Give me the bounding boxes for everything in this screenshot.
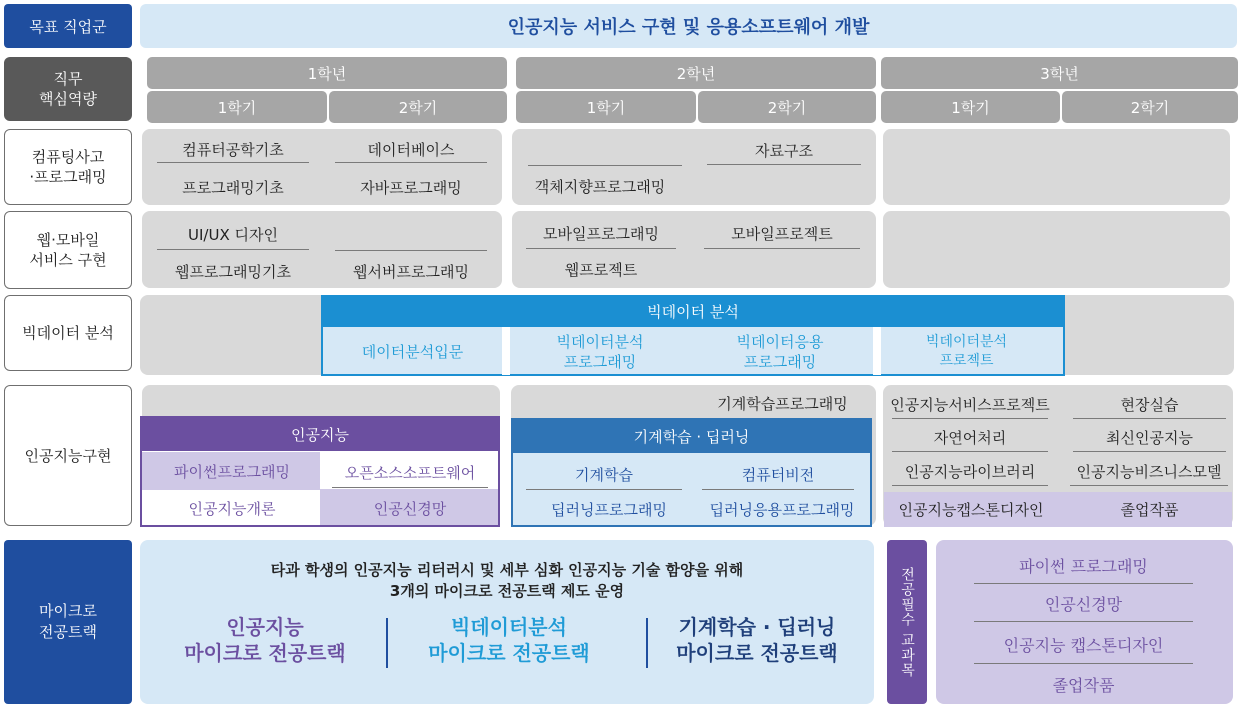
- course-computer-eng-basics: [157, 137, 309, 163]
- course-web-server-programming: [335, 259, 487, 283]
- course-ai-library: [892, 457, 1048, 486]
- row-label-micro-line2: 전공트랙: [39, 623, 97, 641]
- course-dl-programming: [526, 496, 692, 522]
- course-mobile-project: [704, 218, 860, 249]
- semester-y2s1: [516, 91, 696, 123]
- course-computer-eng-basics-text: 컴퓨터공학기초: [182, 141, 284, 159]
- semester-y3s2: [1062, 91, 1238, 123]
- row-label-ai: [4, 385, 132, 526]
- computing-y2s1-divider: [528, 165, 682, 166]
- semester-y3s1-text: 1학기: [951, 98, 990, 117]
- required-ai-capstone: [974, 626, 1193, 664]
- web-y1s2-divider: [335, 250, 487, 251]
- course-ai-capstone-design: [890, 496, 1052, 522]
- target-job-label: [4, 4, 132, 48]
- course-web-project-text: 웹프로젝트: [564, 260, 638, 279]
- course-oop: [528, 174, 672, 198]
- course-ai-business-model-text: 인공지능비즈니스모델: [1076, 462, 1222, 481]
- course-ai-intro: [150, 495, 314, 521]
- micro-track-bigdata-line2: 마이크로 전공트랙: [428, 641, 590, 665]
- row-label-web-line2: 서비스 구현: [29, 251, 107, 269]
- course-computer-vision-text: 컴퓨터비전: [741, 466, 815, 484]
- row-label-computing-line1: 컴퓨팅사고: [31, 148, 105, 166]
- row-label-micro: [4, 540, 132, 704]
- required-neural-networks: [974, 586, 1193, 622]
- course-bigdata-project-line1: 빅데이터분석: [925, 334, 1008, 350]
- course-uiux-design-text: UI/UX 디자인: [188, 226, 278, 244]
- bigdata-gap-1: [502, 327, 510, 375]
- micro-track-ai-line2: 마이크로 전공트랙: [184, 641, 346, 665]
- micro-desc-line2: [140, 579, 874, 601]
- row-label-web: [4, 211, 132, 289]
- course-nlp: [892, 423, 1048, 452]
- micro-track-bigdata-line1: 빅데이터분석: [451, 615, 567, 639]
- course-field-practice: [1073, 390, 1226, 419]
- semester-y2s1-text: 1학기: [586, 98, 626, 117]
- course-ml-programming: [705, 390, 860, 416]
- semester-y1s1-text: 1학기: [217, 98, 257, 117]
- course-bigdata-application-programming: [695, 331, 865, 373]
- semester-y1s2: [329, 91, 507, 123]
- course-python-programming-text: 파이썬프로그래밍: [174, 462, 290, 481]
- row-label-ai-text: 인공지능구현: [24, 446, 112, 465]
- micro-desc-line1: [140, 558, 874, 580]
- course-mobile-project-text: 모바일프로젝트: [731, 224, 833, 243]
- course-web-programming-basics-text: 웹프로그래밍기초: [175, 262, 291, 281]
- course-web-server-programming-text: 웹서버프로그래밍: [353, 262, 469, 281]
- course-java-programming: [335, 175, 487, 199]
- row-label-computing-line2: ·프로그래밍: [29, 168, 107, 186]
- year-1-text: 1학년: [307, 64, 347, 83]
- target-job-label-text: 목표 직업군: [29, 17, 107, 36]
- competency-header: [4, 57, 132, 121]
- required-ai-capstone-text: 인공지능 캡스톤디자인: [1003, 636, 1164, 655]
- required-neural-networks-text: 인공신경망: [1044, 595, 1123, 614]
- course-web-programming-basics: [157, 259, 309, 283]
- course-bigdata-application-programming-line1: 빅데이터응용: [736, 333, 824, 351]
- course-programming-basics-text: 프로그래밍기초: [182, 178, 284, 197]
- course-uiux-design: [157, 220, 309, 250]
- course-nlp-text: 자연어처리: [933, 428, 1007, 447]
- course-ai-service-project: [892, 390, 1048, 419]
- competency-header-line2: 핵심역량: [39, 90, 97, 108]
- course-ai-intro-text: 인공지능개론: [188, 499, 276, 518]
- micro-track-ml: [651, 612, 863, 668]
- course-ai-service-project-text: 인공지능서비스프로젝트: [890, 395, 1050, 414]
- required-python-programming-text: 파이썬 프로그래밍: [1019, 557, 1148, 576]
- row-label-web-line1: 웹·모바일: [36, 231, 100, 249]
- row-label-computing: [4, 129, 132, 205]
- target-job-goal-text: 인공지능 서비스 구현 및 응용소프트웨어 개발: [507, 17, 870, 38]
- year-2-text: 2학년: [676, 64, 716, 83]
- course-field-practice-text: 현장실습: [1120, 395, 1179, 414]
- micro-desc-line1-text: 타과 학생의 인공지능 리터러시 및 세부 심화 인공지능 기술 함양을 위해: [270, 560, 744, 579]
- course-database-text: 데이터베이스: [367, 141, 455, 159]
- ai-track-title-text: 인공지능: [291, 425, 349, 444]
- course-machine-learning-text: 기계학습: [575, 466, 633, 484]
- course-java-programming-text: 자바프로그래밍: [360, 178, 462, 197]
- course-machine-learning: [526, 460, 682, 490]
- course-neural-networks-text: 인공신경망: [373, 499, 447, 518]
- course-bigdata-project-line2: 프로젝트: [939, 353, 994, 369]
- micro-track-ml-line1: 기계학습 · 딥러닝: [678, 615, 836, 639]
- year-1-header: [147, 57, 507, 89]
- required-graduation-work: [974, 668, 1193, 700]
- year-2-header: [516, 57, 876, 89]
- year-3-text: 3학년: [1040, 64, 1079, 83]
- micro-divider-2: [646, 618, 648, 668]
- course-dl-application-programming-text: 딥러닝응용프로그래밍: [709, 500, 855, 519]
- semester-y1s1: [147, 91, 327, 123]
- course-database: [335, 137, 487, 163]
- competency-header-line1: 직무: [53, 70, 83, 88]
- course-bigdata-analysis-programming-line2: 프로그래밍: [563, 353, 637, 371]
- required-python-programming: [974, 548, 1193, 584]
- ai-track-title: [141, 417, 499, 451]
- course-ai-capstone-design-text: 인공지능캡스톤디자인: [898, 500, 1044, 519]
- semester-y3s2-text: 2학기: [1130, 98, 1170, 117]
- course-open-source-software: [332, 458, 488, 488]
- course-programming-basics: [157, 175, 309, 199]
- course-data-analysis-intro-text: 데이터분석입문: [361, 342, 464, 361]
- computing-year3-panel: [883, 129, 1230, 205]
- semester-y2s2-text: 2학기: [767, 98, 807, 117]
- ml-track-title: [512, 419, 871, 453]
- course-neural-networks: [330, 495, 490, 521]
- course-oop-text: 객체지향프로그래밍: [534, 177, 666, 196]
- target-job-goal: [140, 4, 1237, 48]
- ml-track-title-text: 기계학습 · 딥러닝: [633, 427, 750, 446]
- course-data-structures: [707, 136, 861, 165]
- micro-track-ai-line1: 인공지능: [226, 615, 304, 639]
- course-mobile-programming: [526, 218, 676, 249]
- course-bigdata-project: [884, 331, 1049, 373]
- micro-desc-line2-text: 3개의 마이크로 전공트랙 제도 운영: [389, 581, 625, 600]
- course-bigdata-analysis-programming-line1: 빅데이터분석: [556, 333, 644, 351]
- course-graduation-work: [1073, 496, 1226, 522]
- course-dl-programming-text: 딥러닝프로그래밍: [551, 500, 667, 519]
- bigdata-gap-2: [873, 327, 881, 375]
- bigdata-track-title-text: 빅데이터 분석: [647, 303, 739, 321]
- course-latest-ai: [1073, 423, 1226, 452]
- row-label-bigdata: [4, 295, 132, 371]
- web-year3-panel: [883, 211, 1230, 288]
- course-web-project: [526, 257, 676, 281]
- micro-track-ml-line2: 마이크로 전공트랙: [676, 641, 838, 665]
- course-ai-library-text: 인공지능라이브러리: [904, 462, 1036, 481]
- course-python-programming: [150, 458, 314, 484]
- course-bigdata-application-programming-line2: 프로그래밍: [743, 353, 817, 371]
- semester-y1s2-text: 2학기: [398, 98, 438, 117]
- micro-track-bigdata: [404, 612, 614, 668]
- course-open-source-software-text: 오픈소스소프트웨어: [344, 464, 476, 482]
- year-3-header: [881, 57, 1238, 89]
- required-courses-label-text: 전공필수 교과목: [899, 566, 915, 678]
- semester-y3s1: [881, 91, 1060, 123]
- bigdata-track-title: [322, 296, 1064, 327]
- course-computer-vision: [702, 460, 854, 490]
- course-mobile-programming-text: 모바일프로그래밍: [543, 224, 659, 243]
- course-latest-ai-text: 최신인공지능: [1106, 428, 1193, 447]
- semester-y2s2: [698, 91, 876, 123]
- course-bigdata-analysis-programming: [515, 331, 685, 373]
- required-courses-label: [887, 540, 927, 704]
- micro-divider-1: [386, 618, 388, 668]
- course-data-structures-text: 자료구조: [755, 141, 813, 160]
- course-ml-programming-text: 기계학습프로그래밍: [717, 394, 848, 413]
- required-graduation-work-text: 졸업작품: [1052, 675, 1115, 695]
- micro-track-ai: [160, 612, 370, 668]
- course-dl-application-programming: [696, 496, 868, 522]
- course-graduation-work-text: 졸업작품: [1120, 500, 1179, 519]
- row-label-micro-line1: 마이크로: [39, 602, 97, 620]
- course-ai-business-model: [1070, 457, 1228, 486]
- row-label-bigdata-text: 빅데이터 분석: [22, 324, 114, 342]
- course-data-analysis-intro: [330, 331, 495, 371]
